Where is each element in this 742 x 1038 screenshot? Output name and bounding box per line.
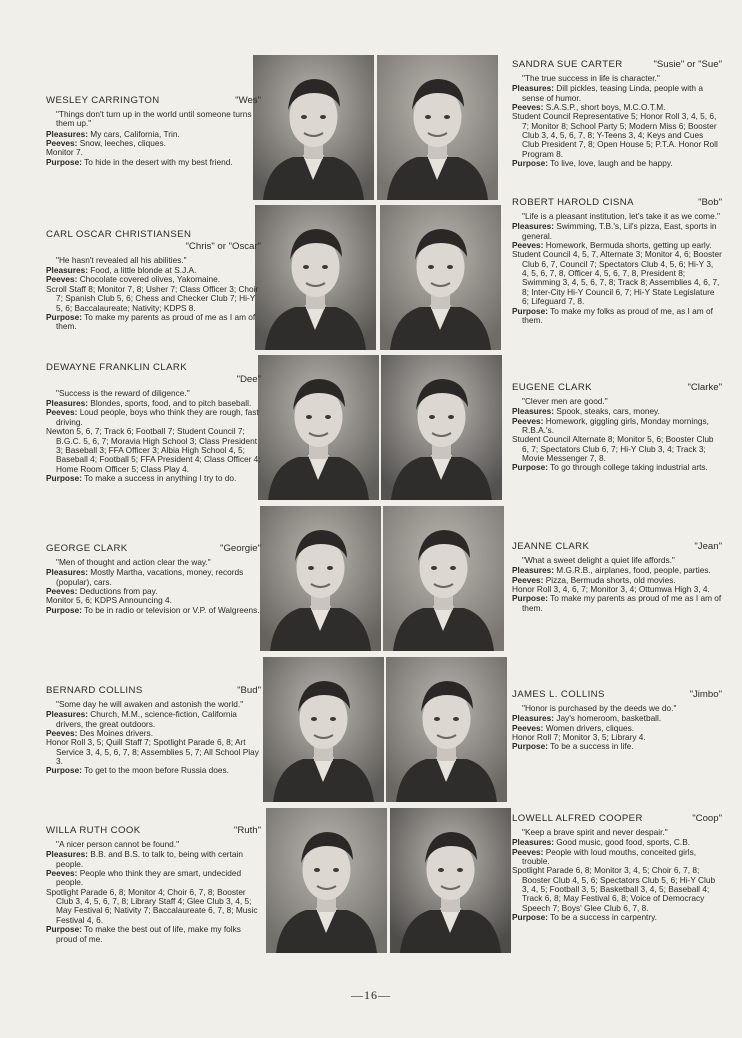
activities-text: Spotlight Parade 6, 8; Monitor 3, 4, 5; Choir 6, 7, 8; Booster Club 4, 5, 6; Spectators Club 5, 6; Hi-Y Club 3, 4, 5; Football 3, 5; Basketball 3, 4, 5; Baseball 4; Track 6, 8; May Festival 6, 8; Voice of Democracy Speech 7; Boys' Glee Club 6, 7, 8.: [512, 865, 716, 913]
activities-text: Monitor 5, 6; KDPS Announcing 4.: [46, 595, 172, 606]
student-name: GEORGE CLARK: [46, 543, 128, 554]
activities-text: Newton 5, 6, 7; Track 6; Football 7; Student Council 7; B.G.C. 5, 6, 7; Moravia High School 3; Class President 3; Baseball 3; FFA Officer 3; Albia High School 4, 5; Baseball 4; Football 5; FFA President 4; Class Officer 4; Home Room Officer 5; Class Play 4.: [46, 426, 261, 474]
peeves-label: Peeves:: [46, 274, 78, 285]
portrait-image: [258, 355, 379, 500]
entry-carl: [46, 230, 261, 332]
portrait-george: [260, 506, 381, 651]
student-nickname: "Clarke": [687, 382, 722, 393]
purpose-label: Purpose:: [46, 156, 82, 167]
peeves-label: Peeves:: [512, 574, 544, 585]
name-line: [512, 383, 722, 394]
pleasures-label: Pleasures:: [46, 265, 88, 276]
student-nickname: "Susie" or "Sue": [653, 59, 722, 70]
student-quote: "Honor is purchased by the deeds we do.": [522, 702, 677, 713]
portrait-image: [386, 657, 507, 802]
pleasures-label: Pleasures:: [46, 567, 88, 578]
purpose-text: To make a success in anything I try to do.: [84, 473, 237, 484]
activities-text: Student Council Representative 5; Honor Roll 3, 4, 5, 6, 7; Monitor 8; School Party 5; Modern Miss 6; Booster Club 3, 4, 5, 6, 7, 8; Y-Teens 3, 4; Keys and Cues Club President 7, 8; Open House 5; P.T.A. Honor Roll Program 8.: [512, 111, 718, 159]
purpose-line: [46, 606, 261, 615]
purpose-label: Purpose:: [46, 924, 82, 935]
entry-dewayne: [46, 363, 261, 483]
purpose-line: [46, 158, 261, 167]
pleasures-text: Swimming, T.B.'s, Lil's pizza, East, sports in general.: [522, 221, 717, 241]
purpose-text: To live, love, laugh and be happy.: [550, 158, 673, 169]
portrait-bernard: [263, 657, 384, 802]
student-quote: "Things don't turn up in the world until someone turns them up.": [56, 108, 252, 129]
name-line: [46, 96, 261, 107]
purpose-line: [46, 766, 261, 775]
peeves-text: S.A.S.P., short boys, M.C.O.T.M.: [545, 101, 666, 112]
purpose-line: [46, 313, 261, 332]
student-quote: "He hasn't revealed all his abilities.": [56, 254, 187, 265]
peeves-text: Chocolate covered olives, Yakomaine.: [79, 274, 221, 285]
purpose-line: [512, 742, 722, 751]
purpose-text: To be in radio or television or V.P. of Walgreens.: [84, 604, 260, 615]
pleasures-text: B.B. and B.S. to talk to, being with certain people.: [56, 849, 243, 869]
activities-text: Honor Roll 3, 4, 6, 7; Monitor 3, 4; Ottumwa High 3, 4.: [512, 583, 710, 594]
purpose-text: To hide in the desert with my best friend.: [84, 156, 233, 167]
portrait-image: [263, 657, 384, 802]
name-line: [46, 686, 261, 697]
purpose-line: [512, 913, 722, 922]
entry-bernard: [46, 686, 261, 776]
name-line: [512, 690, 722, 701]
name-line: [46, 826, 261, 837]
student-name: BERNARD COLLINS: [46, 685, 143, 696]
purpose-text: To make my folks as proud of me, as I am of them.: [522, 305, 713, 325]
purpose-line: [512, 594, 722, 613]
peeves-label: Peeves:: [512, 101, 544, 112]
student-quote: "The true success in life is character.": [522, 72, 660, 83]
purpose-text: To go through college taking industrial arts.: [550, 462, 708, 473]
purpose-label: Purpose:: [46, 765, 82, 776]
pleasures-label: Pleasures:: [512, 713, 554, 724]
purpose-label: Purpose:: [46, 473, 82, 484]
activities-text: Student Council 4, 5, 7, Alternate 3; Monitor 4, 6; Booster Club 6, 7, Council 7; Spectators Club 4, 5, 6; Hi-Y 3, 4, 5, 6, 7, 8, Officer 4, 5, 6, 7, 8, President 8; Swimming 3, 4, 5, 6, 7, 8; Track 8; Assemblies 4, 6, 7, 8; Inter-City Hi-Y Council 6, 7; Hi-Y State Legislature 6; Lifeguard 7, 8.: [512, 249, 722, 307]
pleasures-text: Good music, good food, sports, C.B.: [556, 837, 691, 848]
purpose-text: To be a success in life.: [550, 741, 634, 752]
student-nickname: "Georgie": [220, 543, 261, 554]
student-name: CARL OSCAR CHRISTIANSEN: [46, 229, 192, 240]
purpose-label: Purpose:: [512, 593, 548, 604]
student-nickname: "Wes": [235, 95, 261, 106]
purpose-line: [46, 925, 261, 944]
student-nickname: "Dee": [236, 373, 261, 385]
student-name: WILLA RUTH COOK: [46, 825, 141, 836]
peeves-text: Homework, Bermuda shorts, getting up early.: [545, 239, 712, 250]
student-nickname: "Coop": [692, 813, 722, 824]
pleasures-text: Blondes, sports, food, and to pitch baseball.: [90, 398, 252, 409]
entry-willa: [46, 826, 261, 944]
entry-wesley: [46, 96, 261, 167]
peeves-line: [46, 408, 261, 427]
portrait-wesley: [253, 55, 374, 200]
student-name: JAMES L. COLLINS: [512, 689, 605, 700]
peeves-line: [46, 869, 261, 888]
activities-text: Student Council Alternate 8; Monitor 5, 6; Booster Club 6, 7; Spectators Club 6, 7; Hi-Y Club 3, 4; Track 3; Movie Messenger 7, 8.: [512, 434, 714, 464]
peeves-text: Women drivers, cliques.: [545, 722, 635, 733]
peeves-label: Peeves:: [46, 407, 78, 418]
pleasures-text: Church, M.M., science-fiction, California drivers, the great outdoors.: [56, 709, 237, 729]
purpose-text: To make my parents as proud of me as I am of them.: [56, 311, 256, 332]
name-line: [512, 542, 722, 553]
portrait-image: [381, 355, 502, 500]
peeves-label: Peeves:: [512, 722, 544, 733]
pleasures-line: [46, 850, 261, 869]
entry-george: [46, 544, 261, 615]
student-quote: "Men of thought and action clear the way.": [56, 556, 211, 567]
peeves-text: Loud people, boys who think they are rough, fast driving.: [56, 407, 259, 427]
purpose-text: To make the best out of life, make my folks proud of me.: [56, 924, 241, 944]
entry-james: [512, 690, 722, 752]
purpose-text: To be a success in carpentry.: [550, 912, 657, 923]
peeves-text: Homework, giggling girls, Monday mornings, R.B.A.'s.: [522, 415, 709, 435]
name-line: [46, 544, 261, 555]
pleasures-line: [46, 710, 261, 729]
student-nickname: "Chris" or "Oscar": [185, 240, 261, 252]
activities-text: Spotlight Parade 6, 8; Monitor 4; Choir 6, 7, 8; Booster Club 3, 4, 5, 6, 7, 8; Library Staff 4; Glee Club 3, 4, 5; May Festival 6; Nativity 7; Baccalaureate 6, 7, 8; Music Festival 4, 6.: [46, 886, 258, 925]
peeves-label: Peeves:: [46, 867, 78, 878]
student-name: WESLEY CARRINGTON: [46, 95, 160, 106]
activities-text: Honor Roll 7; Monitor 3, 5; Library 4.: [512, 731, 646, 742]
purpose-line: [46, 474, 261, 483]
student-nickname: "Ruth": [233, 825, 261, 836]
page-number: —16—: [351, 988, 391, 1002]
portrait-image: [253, 55, 374, 200]
student-name: DEWAYNE FRANKLIN CLARK: [46, 362, 188, 373]
pleasures-label: Pleasures:: [512, 565, 554, 576]
portrait-image: [383, 506, 504, 651]
portrait-carl: [255, 205, 376, 350]
pleasures-text: Food, a little blonde at S.J.A.: [90, 265, 197, 276]
name-line: [512, 60, 722, 71]
pleasures-text: Mostly Martha, vacations, money, records (popular), cars.: [56, 567, 244, 587]
portrait-image: [377, 55, 498, 200]
purpose-label: Purpose:: [512, 158, 548, 169]
student-name: SANDRA SUE CARTER: [512, 59, 623, 70]
student-name: EUGENE CLARK: [512, 382, 592, 393]
pleasures-label: Pleasures:: [46, 709, 88, 720]
peeves-text: People with loud mouths, conceited girls, trouble.: [522, 846, 697, 866]
peeves-text: Deductions from pay.: [79, 585, 158, 596]
purpose-label: Purpose:: [512, 741, 548, 752]
activities-text: Monitor 7.: [46, 147, 83, 158]
peeves-label: Peeves:: [46, 137, 78, 148]
name-line: [512, 814, 722, 825]
pleasures-label: Pleasures:: [46, 128, 88, 139]
student-name: ROBERT HAROLD CISNA: [512, 197, 634, 208]
student-nickname: "Bud": [237, 685, 261, 696]
activities-text: Honor Roll 3, 5; Quill Staff 7; Spotlight Parade 6, 8; Art Service 3, 4, 5, 6, 7, 8; Assemblies 5, 7; All School Play 3.: [46, 737, 259, 767]
entry-sandra: [512, 60, 722, 169]
pleasures-line: [512, 222, 722, 241]
peeves-text: Des Moines drivers.: [79, 727, 153, 738]
peeves-text: Snow, leeches, cliques.: [79, 137, 166, 148]
pleasures-label: Pleasures:: [512, 406, 554, 417]
purpose-label: Purpose:: [46, 311, 82, 322]
activities-text: Scroll Staff 8; Monitor 7, 8; Usher 7; Class Officer 3; Choir 7; Spanish Club 5, 6; Chess and Checker Club 7; Hi-Y 5, 6; Baccalaureate; Nativity; KDPS 8.: [46, 283, 259, 313]
peeves-line: [512, 417, 722, 436]
student-quote: "Keep a brave spirit and never despair.": [522, 826, 668, 837]
student-quote: "What a sweet delight a quiet life affords.": [522, 554, 675, 565]
purpose-label: Purpose:: [512, 305, 548, 316]
pleasures-label: Pleasures:: [46, 398, 88, 409]
entry-lowell: [512, 814, 722, 923]
name-line: [46, 363, 261, 386]
pleasures-text: Jay's homeroom, basketball.: [556, 713, 662, 724]
student-quote: "A nicer person cannot be found.": [56, 838, 180, 849]
purpose-line: [512, 463, 722, 472]
peeves-label: Peeves:: [512, 846, 544, 857]
student-quote: "Clever men are good.": [522, 395, 608, 406]
portrait-eugene: [381, 355, 502, 500]
pleasures-text: M.G.R.B., airplanes, food, people, parties.: [556, 565, 711, 576]
portrait-robert: [380, 205, 501, 350]
peeves-label: Peeves:: [46, 727, 78, 738]
pleasures-text: Dill pickles, teasing Linda, people with a sense of humor.: [522, 83, 703, 103]
pleasures-label: Pleasures:: [512, 221, 554, 232]
student-quote: "Life is a pleasant institution, let's take it as we come.": [522, 210, 720, 221]
student-nickname: "Jimbo": [689, 689, 722, 700]
purpose-label: Purpose:: [46, 604, 82, 615]
portrait-willa: [266, 808, 387, 953]
portrait-image: [390, 808, 511, 953]
portrait-image: [255, 205, 376, 350]
student-quote: "Success is the reward of diligence.": [56, 387, 190, 398]
peeves-label: Peeves:: [46, 585, 78, 596]
pleasures-label: Pleasures:: [46, 849, 88, 860]
pleasures-line: [512, 84, 722, 103]
peeves-label: Peeves:: [512, 239, 544, 250]
purpose-text: To make my parents as proud of me as I am of them.: [522, 593, 722, 613]
portrait-dewayne: [258, 355, 379, 500]
name-line: [46, 230, 261, 253]
entry-jeanne: [512, 542, 722, 613]
purpose-text: To get to the moon before Russia does.: [84, 765, 229, 776]
pleasures-text: Spook, steaks, cars, money.: [556, 406, 660, 417]
peeves-line: [512, 848, 722, 867]
portrait-image: [380, 205, 501, 350]
purpose-label: Purpose:: [512, 912, 548, 923]
pleasures-label: Pleasures:: [512, 837, 554, 848]
purpose-line: [512, 159, 722, 168]
portrait-image: [266, 808, 387, 953]
peeves-label: Peeves:: [512, 415, 544, 426]
peeves-text: People who think they are smart, undecided people.: [56, 867, 242, 888]
portrait-jeanne: [383, 506, 504, 651]
entry-eugene: [512, 383, 722, 473]
portrait-james: [386, 657, 507, 802]
student-nickname: "Jean": [694, 541, 722, 552]
portrait-sandra: [377, 55, 498, 200]
student-quote: "Some day he will awaken and astonish the world.": [56, 698, 244, 709]
pleasures-label: Pleasures:: [512, 83, 554, 94]
pleasures-text: My cars, California, Trin.: [90, 128, 180, 139]
name-line: [512, 198, 722, 209]
purpose-label: Purpose:: [512, 462, 548, 473]
student-nickname: "Bob": [698, 197, 722, 208]
entry-robert: [512, 198, 722, 325]
peeves-text: Pizza, Bermuda shorts, old movies.: [545, 574, 676, 585]
student-name: LOWELL ALFRED COOPER: [512, 813, 643, 824]
student-name: JEANNE CLARK: [512, 541, 590, 552]
portrait-image: [260, 506, 381, 651]
portrait-lowell: [390, 808, 511, 953]
purpose-line: [512, 307, 722, 326]
pleasures-line: [46, 568, 261, 587]
